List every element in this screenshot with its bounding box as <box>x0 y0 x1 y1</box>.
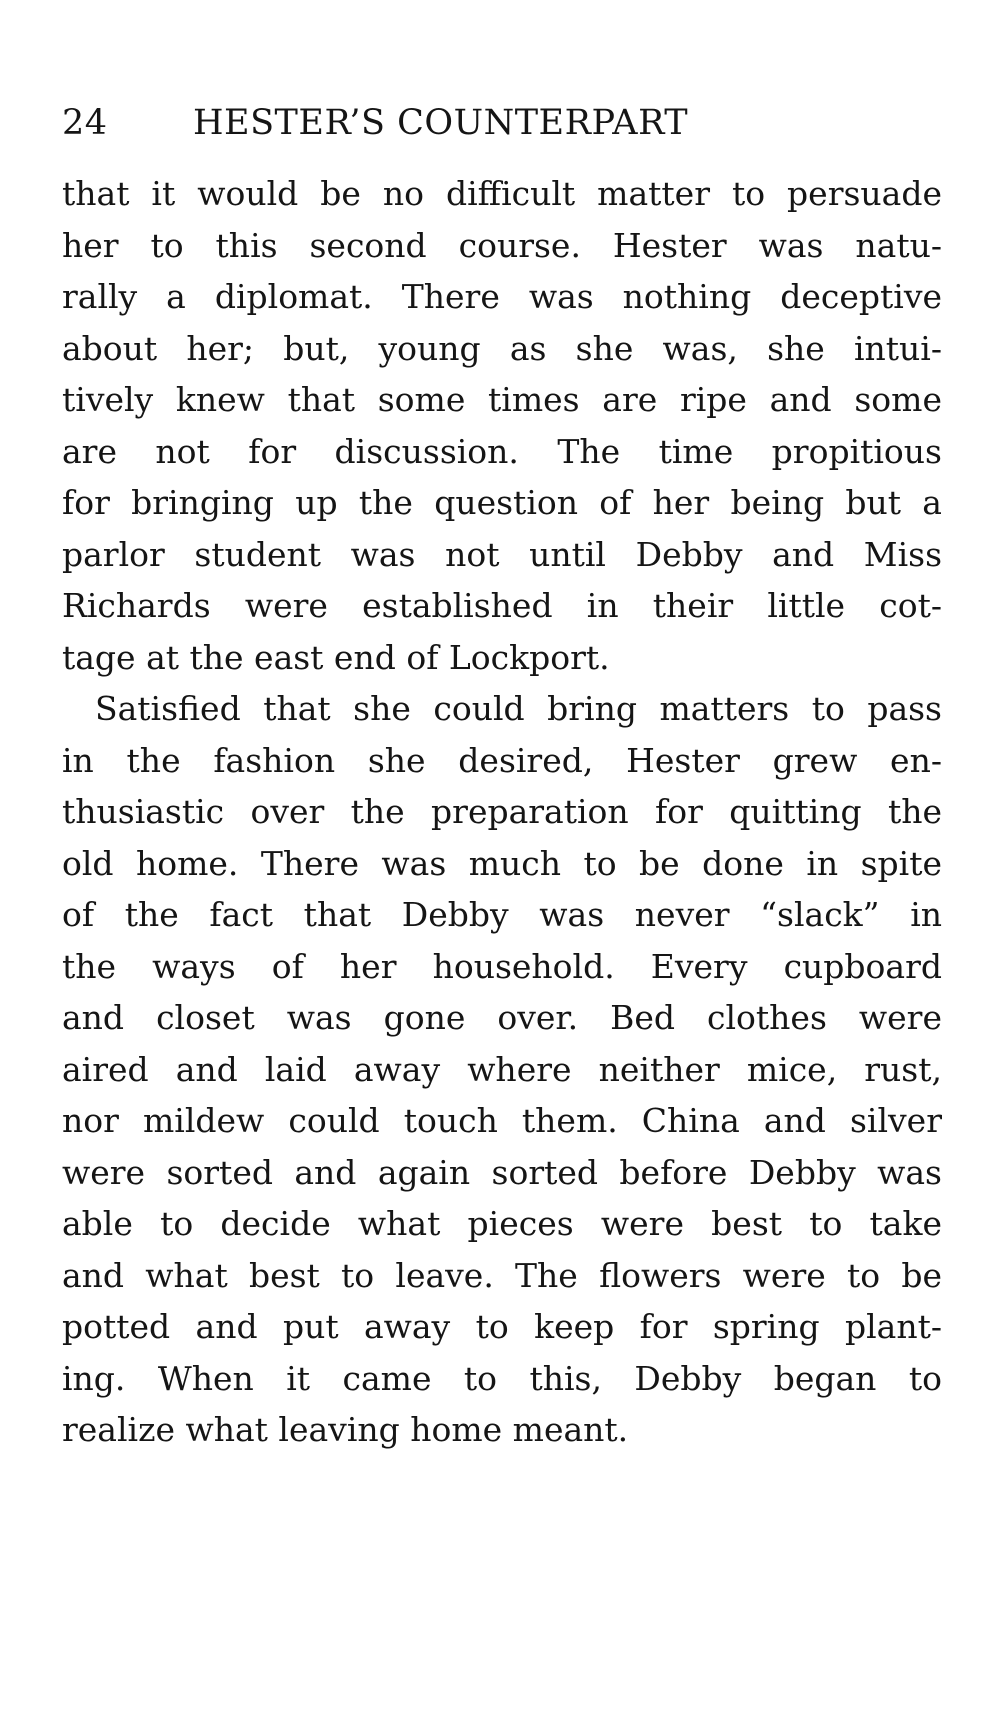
paragraph <box>62 683 942 1456</box>
text-line: able to decide what pieces were best to take <box>62 1204 942 1243</box>
text-line: nor mildew could touch them. China and silver <box>62 1101 942 1140</box>
page-number: 24 <box>62 103 108 143</box>
text-line: were sorted and again sorted before Debby was <box>62 1152 942 1192</box>
text-line: of the fact that Debby was never “slack” in <box>62 895 942 934</box>
text-line: thusiastic over the preparation for quitting the <box>62 792 942 831</box>
text-line: and what best to leave. The flowers were to be <box>62 1255 942 1295</box>
text-line: potted and put away to keep for spring plant- <box>62 1307 942 1346</box>
body-text <box>62 168 942 1456</box>
text-line: the ways of her household. Every cupboard <box>62 946 942 986</box>
text-line: ing. When it came to this, Debby began to <box>62 1358 942 1398</box>
text-line: in the fashion she desired, Hester grew en- <box>62 740 942 780</box>
text-line: are not for discussion. The time propitious <box>62 431 942 471</box>
text-line: Satisfied that she could bring matters to pass <box>95 689 942 728</box>
text-line: parlor student was not until Debby and Miss <box>62 534 942 574</box>
text-line: tively knew that some times are ripe and some <box>62 380 942 419</box>
page-header <box>62 103 942 153</box>
text-line: that it would be no difficult matter to persuade <box>62 174 942 213</box>
text-line: about her; but, young as she was, she intui- <box>62 328 942 368</box>
text-line: and closet was gone over. Bed clothes were <box>62 998 942 1037</box>
running-title: HESTER’S COUNTERPART <box>193 103 689 143</box>
text-line: for bringing up the question of her being but a <box>62 483 942 522</box>
text-line: realize what leaving home meant. <box>62 1410 629 1449</box>
text-line: aired and laid away where neither mice, rust, <box>62 1049 942 1089</box>
text-line: rally a diplomat. There was nothing deceptive <box>62 277 942 316</box>
text-line: tage at the east end of Lockport. <box>62 637 610 677</box>
text-line: Richards were established in their little cot- <box>62 586 942 625</box>
text-line: her to this second course. Hester was natu- <box>62 225 942 265</box>
text-line: old home. There was much to be done in spite <box>62 843 942 883</box>
paragraph <box>62 168 942 683</box>
